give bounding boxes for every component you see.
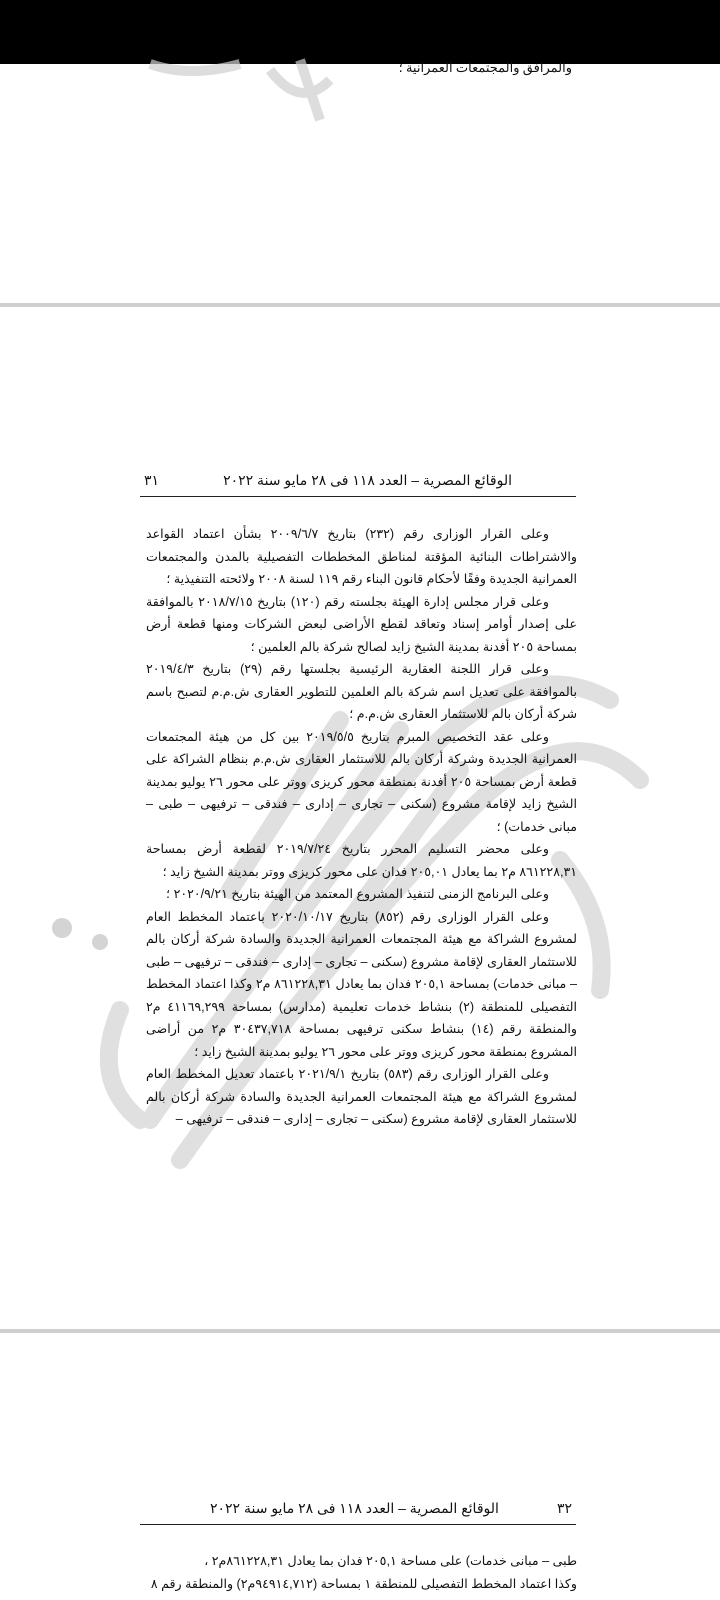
paragraph: وعلى قرار مجلس إدارة الهيئة بجلسته رقم (١٢٠) بتاريخ ٢٠١٨/٧/١٥ بالموافقة على إصدار أوامر إسناد وتعاقد لقطع الأراضى لبعض الشركات ومنها قطعة أرض بمساحة ٢٠٥ أفدنة بمدينة الشيخ زايد لصالح شركة بالم العلمين ؛ — [146, 594, 577, 654]
page-separator — [0, 303, 720, 307]
page-31-header — [140, 468, 576, 497]
paragraph: وعلى محضر التسليم المحرر بتاريخ ٢٠١٩/٧/٢٤ لقطعة أرض بمساحة ٨٦١٢٢٨,٣١ م٢ بما يعادل ٢٠٥,٠١ فدان على محور كريزى ووتر بمدينة الشيخ زايد ؛ — [146, 842, 577, 879]
page-32-body — [146, 1550, 577, 1595]
page-number: ٣١ — [144, 472, 160, 488]
previous-page-fragment: والمرافق والمجتمعات العمرانية ؛ — [398, 60, 572, 75]
page-separator — [0, 1329, 720, 1333]
paragraph: وعلى القرار الوزارى رقم (٨٥٢) بتاريخ ٢٠٢٠/١٠/١٧ باعتماد المخطط العام لمشروع الشراكة مع هيئة المجتمعات العمرانية الجديدة والسادة شركة أركان بالم للاستثمار العقارى لإقامة مشروع (سكنى – تجارى – إدارى – فندقى – ترفيهى – طبى – مبانى خدمات) بمساحة ٢٠٥,١ فدان بما يعادل ٨٦١٢٢٨,٣١ م٢ وكذا اعتماد المخطط التفصيلى للمنطقة (٢) بنشاط خدمات تعليمية (مدارس) بمساحة ٤١١٦٩,٢٩٩ م٢ والمنطقة رقم (١٤) بنشاط سكنى ترفيهى بمساحة ٣٠٤٣٧,٧١٨ م٢ من أراضى المشروع بمنطقة محور كريزى ووتر على محور ٢٦ يوليو بمدينة الشيخ زايد ؛ — [146, 909, 578, 1059]
paragraph: وعلى عقد التخصيص المبرم بتاريخ ٢٠١٩/٥/٥ بين كل من هيئة المجتمعات العمرانية الجديدة وشركة أركان بالم للاستثمار العقارى ش.م.م بنظام الشراكة على قطعة أرض بمساحة ٢٠٥ أفدنة بمنطقة محور كريزى ووتر على محور ٢٦ يوليو بمدينة الشيخ زايد لإقامة مشروع (سكنى – تجارى – إدارى – فندقى – ترفيهى – طبى – مبانى خدمات) ؛ — [146, 729, 577, 834]
header-title: الوقائع المصرية – العدد ١١٨ فى ٢٨ مايو سنة ٢٠٢٢ — [223, 472, 512, 488]
paragraph: وعلى القرار الوزارى رقم (٢٣٢) بتاريخ ٢٠٠٩/٦/٧ بشأن اعتماد القواعد والاشتراطات البنائية المؤقتة لمناطق المخططات التفصيلية بالمدن والمجتمعات العمرانية الجديدة وفقًا لأحكام قانون البناء رقم ١١٩ لسنة ٢٠٠٨ ولائحته التنفيذية ؛ — [146, 527, 577, 586]
paragraph: وعلى القرار الوزارى رقم (٥٨٣) بتاريخ ٢٠٢١/٩/١ باعتماد تعديل المخطط العام لمشروع الشراكة مع هيئة المجتمعات العمرانية الجديدة والسادة شركة أركان بالم للاستثمار العقارى لإقامة مشروع (سكنى – تجارى – إدارى – فندقى – ترفيهى – — [146, 1067, 577, 1126]
text-line: طبى – مبانى خدمات) على مساحة ٢٠٥,١ فدان بما يعادل ٨٦١٢٢٨,٣١م٢ ، — [204, 1554, 577, 1568]
text-line: وكذا اعتماد المخطط التفصيلى للمنطقة ١ بمساحة (٩٤٩١٤,٧١٢م٢) والمنطقة رقم ٨ — [150, 1576, 577, 1591]
paragraph: وعلى البرنامج الزمنى لتنفيذ المشروع المعتمد من الهيئة بتاريخ ٢٠٢٠/٩/٢١ ؛ — [166, 887, 549, 901]
page-number: ٣٢ — [556, 1500, 572, 1516]
page-31-body — [146, 523, 577, 1131]
top-black-bar — [0, 0, 720, 64]
header-title: الوقائع المصرية – العدد ١١٨ فى ٢٨ مايو سنة ٢٠٢٢ — [210, 1500, 499, 1516]
paragraph: وعلى قرار اللجنة العقارية الرئيسية بجلستها رقم (٢٩) بتاريخ ٢٠١٩/٤/٣ بالموافقة على تعديل اسم شركة بالم العلمين للتطوير العقارى ش.م.م لتصبح باسم شركة أركان بالم للاستثمار العقارى ش.م.م ؛ — [146, 662, 577, 721]
page-32-header — [140, 1496, 576, 1525]
